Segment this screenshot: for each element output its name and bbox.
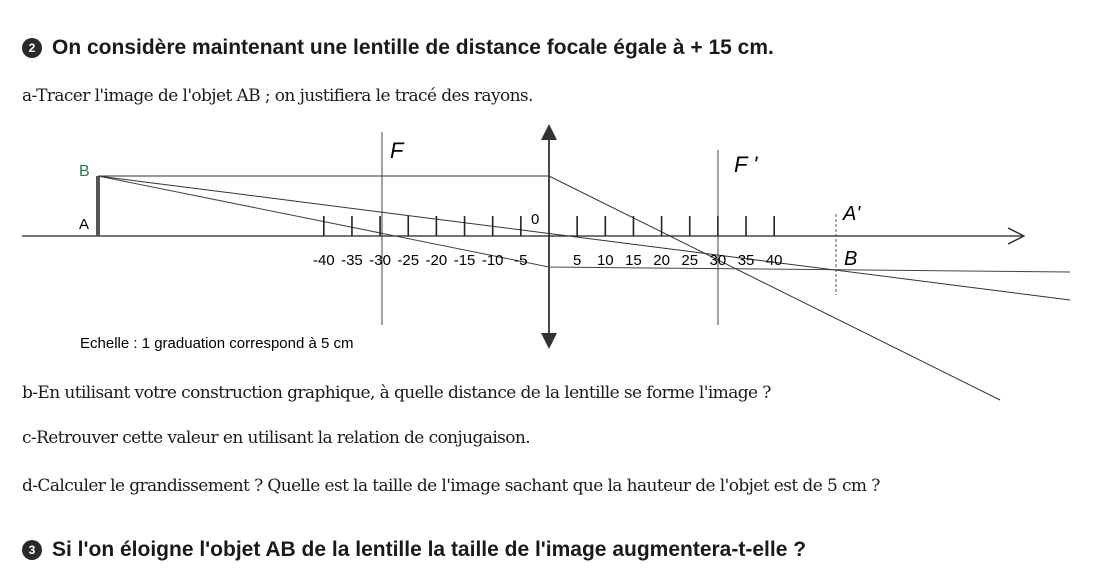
label-b: B <box>79 163 90 180</box>
section-3-title <box>22 538 806 562</box>
label-aprime: A' <box>843 203 861 225</box>
question-b: b-En utilisant votre construction graphique, à quelle distance de la lentille se forme l'image ? <box>22 383 771 403</box>
section-number-badge: 2 <box>22 38 42 58</box>
axis-tick-label: -10 <box>481 252 504 269</box>
axis-tick-label: 15 <box>625 252 642 269</box>
axis-tick-label: 10 <box>596 252 614 269</box>
axis-tick-label: 30 <box>709 252 727 269</box>
scale-note: Echelle : 1 graduation correspond à 5 cm <box>80 335 354 352</box>
ray-center <box>98 176 1070 300</box>
question-a: a-Tracer l'image de l'objet AB ; on justifiera le tracé des rayons. <box>22 86 533 106</box>
axis-tick-label: 40 <box>765 252 783 269</box>
section-number-badge-3: 3 <box>22 540 42 560</box>
label-f: F <box>390 138 404 163</box>
axis-tick-label: 35 <box>737 252 755 269</box>
label-a: A <box>79 216 90 233</box>
axis-tick-label: -30 <box>369 252 391 269</box>
lens-bottom-arrow-icon <box>541 333 557 349</box>
origin-label: 0 <box>531 211 540 228</box>
label-bprime: B <box>844 248 858 270</box>
question-c: c-Retrouver cette valeur en utilisant la relation de conjugaison. <box>22 428 531 448</box>
label-fprime: F ' <box>734 152 758 177</box>
section-3-text: Si l'on éloigne l'objet AB de la lentille la taille de l'image augmentera-t-elle ? <box>52 538 807 561</box>
axis-tick-label: -40 <box>312 252 335 269</box>
lens-top-arrow-icon <box>541 124 557 140</box>
axis-tick-label: -25 <box>397 252 420 269</box>
axis-tick-label: 25 <box>681 252 699 269</box>
section-2-text: On considère maintenant une lentille de distance focale égale à + 15 cm. <box>52 36 774 59</box>
axis-tick-label: -35 <box>341 252 363 269</box>
question-d: d-Calculer le grandissement ? Quelle est la taille de l'image sachant que la hauteur de l'objet est de 5 cm ? <box>22 476 880 496</box>
axis-tick-label: 5 <box>572 252 582 269</box>
axis-tick-label: 20 <box>653 252 670 269</box>
axis-tick-label: -15 <box>453 252 476 269</box>
axis-tick-label: -5 <box>514 252 528 269</box>
axis-tick-label: -20 <box>425 252 448 269</box>
ray-focal <box>98 176 1070 272</box>
